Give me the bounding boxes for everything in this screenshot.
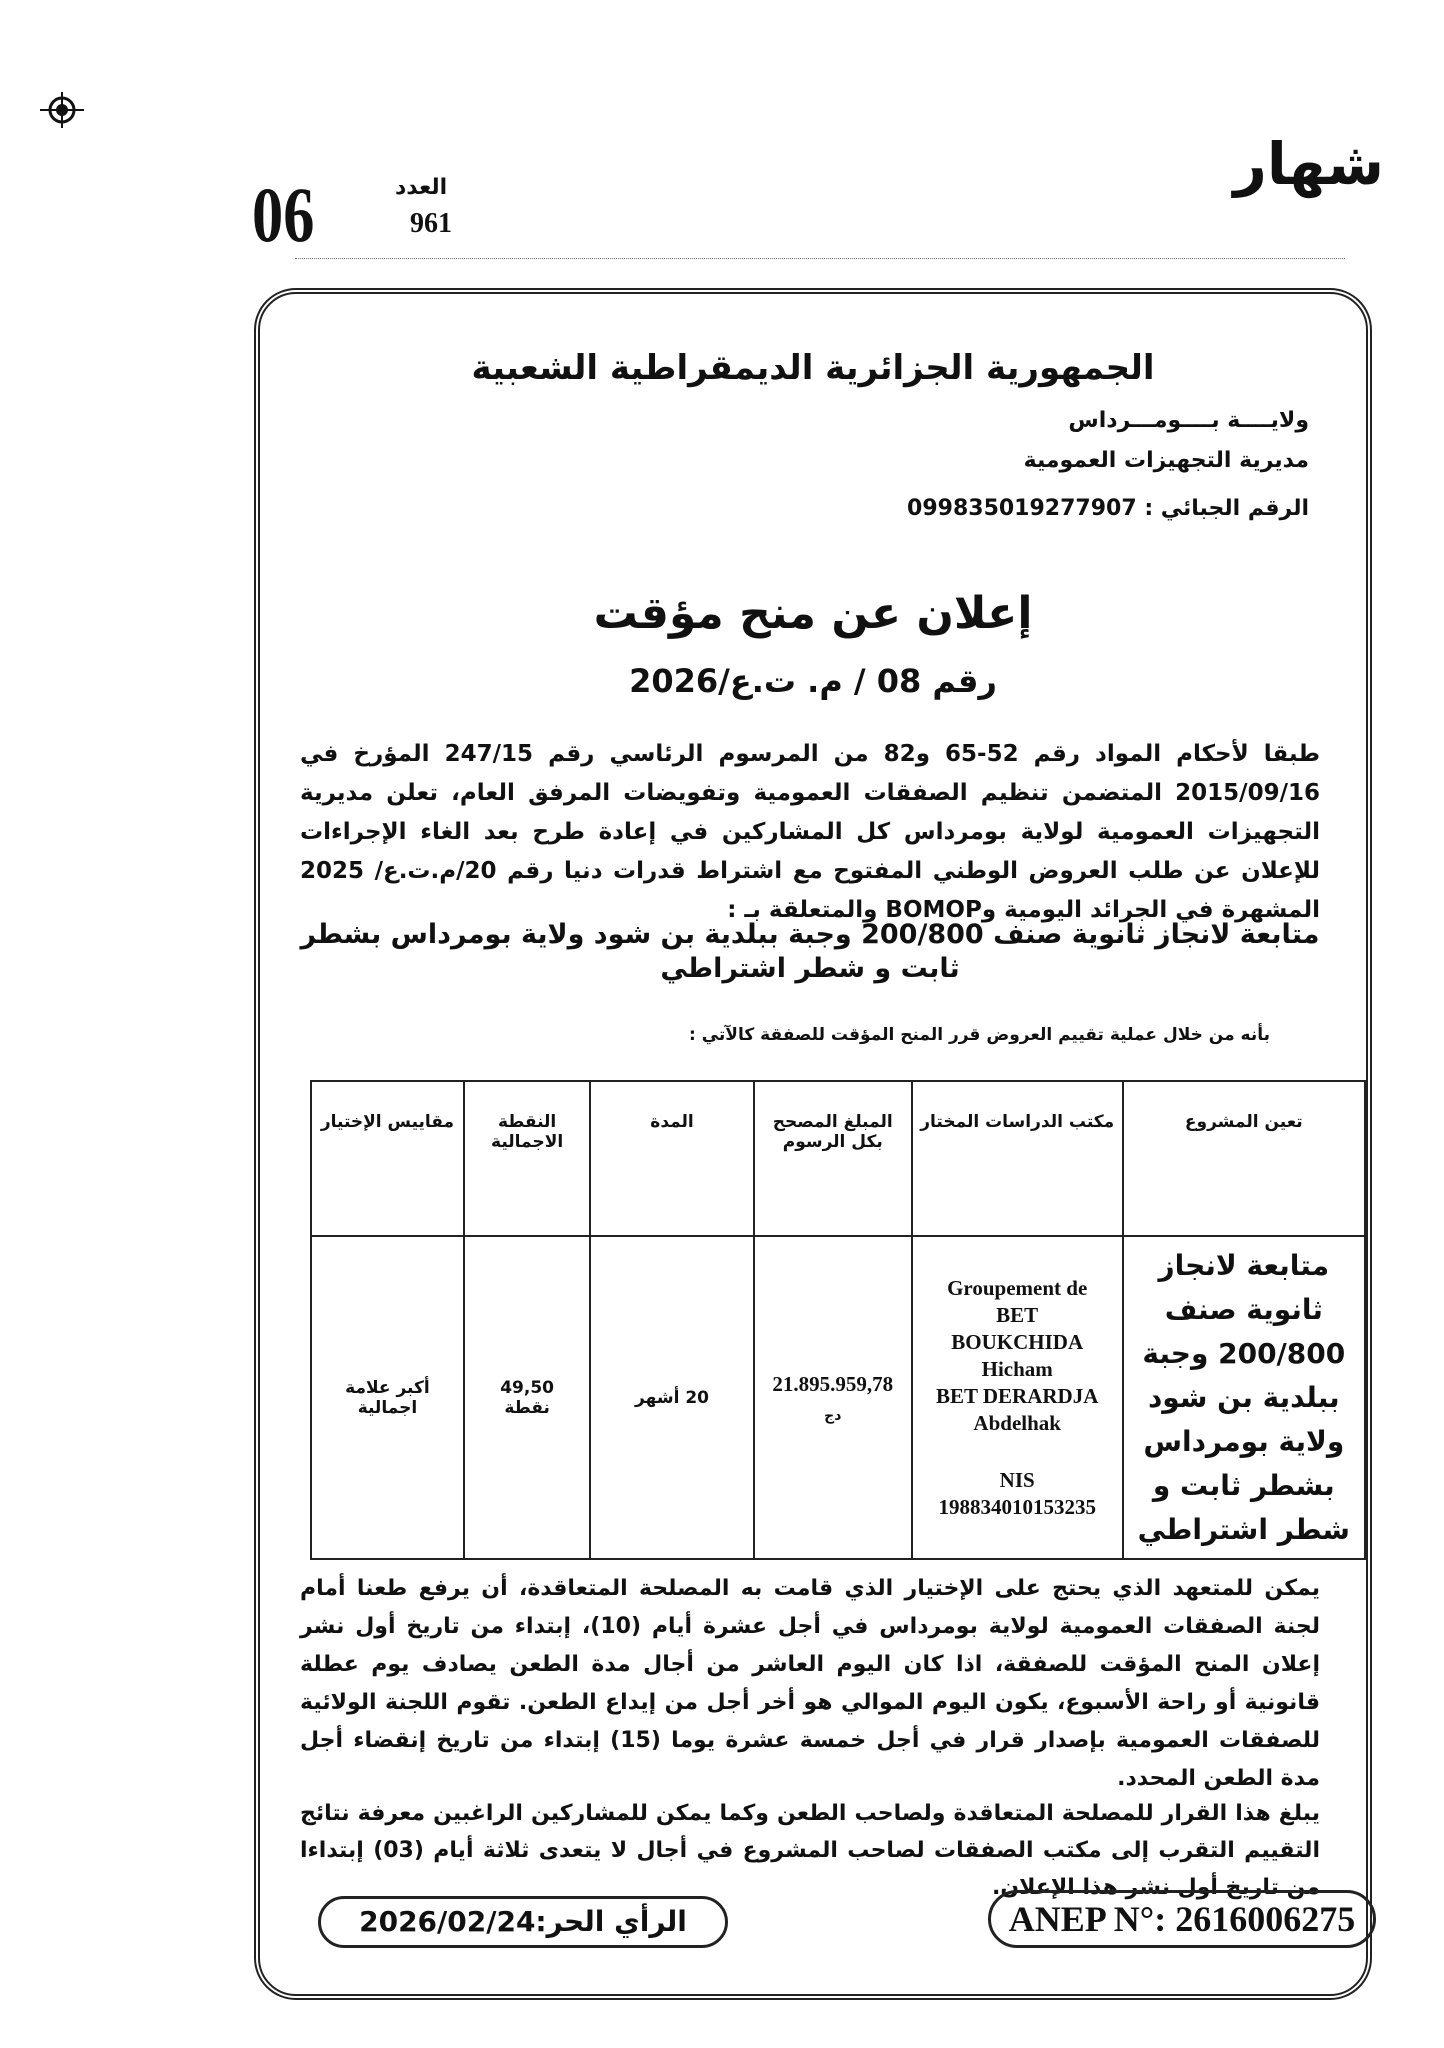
newspaper-date-box: الرأي الحر:2026/02/24 [318, 1896, 728, 1948]
tax-id-line: الرقم الجبائي : 099835019277907 [907, 496, 1309, 521]
issue-label: العدد [395, 175, 448, 200]
anep-number-box: ANEP N°: 2616006275 [988, 1890, 1376, 1948]
amount-value: 21.895.959,78 [772, 1372, 894, 1396]
cell-amount [754, 1236, 912, 1559]
bureau-line: Hicham [981, 1356, 1053, 1381]
registration-mark-icon [40, 88, 84, 132]
intro-paragraph: طبقا لأحكام المواد رقم 52-65 و82 من المرسوم الرئاسي رقم 247/15 المؤرخ في 2015/09/16 المتضمن تنظيم الصفقات العمومية وتفويضات المرفق العام، تعلن مديرية التجهيزات العمومية لولاية بومرداس كل المشاركين في إعادة طرح بعد الغاء الإجراءات للإعلان عن طلب العروض الوطني المفتوح مع اشتراط قدرات دنيا رقم 20/م.ت.ع/ 2025 المشهرة في الجرائد اليومية وBOMOP والمتعلقة بـ : [300, 741, 1320, 923]
issue-number: 961 [410, 208, 452, 239]
lead-line: بأنه من خلال عملية تقييم العروض قرر المنح المؤقت للصفقة كالآتي : [689, 1025, 1270, 1045]
col-header-project: تعين المشروع [1123, 1081, 1365, 1236]
bureau-line: Groupement de [947, 1275, 1088, 1300]
bureau-line: BET [996, 1302, 1039, 1327]
table-row [311, 1236, 1365, 1559]
cell-criteria: أكبر علامة اجمالية [311, 1236, 464, 1559]
wilaya-line: ولايــــة بــــومـــرداس [1068, 408, 1309, 433]
cell-bureau [912, 1236, 1123, 1559]
col-header-amount: المبلغ المصحح بكل الرسوم [754, 1081, 912, 1236]
col-header-duration: المدة [590, 1081, 753, 1236]
notice-title: إعلان عن منح مؤقت [593, 588, 1033, 639]
appeal-paragraph: يمكن للمتعهد الذي يحتج على الإختيار الذي قامت به المصلحة المتعاقدة، أن يرفع طعنا أمام لجنة الصفقات العمومية لولاية بومرداس في أجل عشرة أيام (10)، إبتداء من تاريخ أول نشر إعلان المنح المؤقت للصفقة، اذا كان اليوم العاشر من أجال مدة الطعن يصادف يوم عطلة قانونية أو راحة الأسبوع، يكون اليوم الموالي هو أخر أجل من إيداع الطعن. تقوم اللجنة الولائية للصفقات العمومية بإصدار قرار في أجل خمسة عشرة يوما (15) إبتداء من تاريخ إنقضاء أجل مدة الطعن المحدد. [300, 1576, 1320, 1791]
cell-score [464, 1236, 590, 1559]
col-header-criteria: مقاييس الإختيار [311, 1081, 464, 1236]
score-value: 49,50 [500, 1377, 554, 1398]
project-title: متابعة لانجاز ثانوية صنف 200/800 وجبة ببلدية بن شود ولاية بومرداس بشطر ثابت و شطر اشتراطي [300, 919, 1320, 984]
col-header-bureau: مكتب الدراسات المختار [912, 1081, 1123, 1236]
score-unit: نقطة [504, 1397, 550, 1418]
bureau-line: Abdelhak [973, 1410, 1061, 1435]
directorate-line: مديرية التجهيزات العمومية [1023, 448, 1309, 473]
bureau-line: BOUKCHIDA [951, 1329, 1084, 1354]
section-header-word: شهار [1233, 130, 1384, 198]
award-table [310, 1080, 1366, 1560]
notification-paragraph: يبلغ هذا القرار للمصلحة المتعاقدة ولصاحب الطعن وكما يمكن للمشاركين الراغبين معرفة نتائج التقييم التقرب إلى مكتب الصفقات لصاحب المشروع في أجال لا يتعدى ثلاثة أيام (03) إبتداءا من تاريخ أول نشر هذا الإعلان. [300, 1801, 1320, 1900]
currency: دج [824, 1408, 842, 1424]
header-divider [295, 258, 1345, 261]
nis-label: NIS [999, 1467, 1035, 1492]
cell-duration: 20 أشهر [590, 1236, 753, 1559]
nis-value: 198834010153235 [938, 1494, 1096, 1519]
notice-reference: رقم 08 / م. ت.ع/2026 [629, 662, 997, 700]
bureau-line: BET DERARDJA [935, 1383, 1099, 1408]
table-header-row [311, 1081, 1365, 1236]
col-header-score: النقطة الاجمالية [464, 1081, 590, 1236]
cell-project: متابعة لانجاز ثانوية صنف 200/800 وجبة ببلدية بن شود ولاية بومرداس بشطر ثابت و شطر اشتراطي [1123, 1236, 1365, 1559]
page-number: 06 [252, 171, 315, 258]
republic-heading: الجمهورية الجزائرية الديمقراطية الشعبية [471, 348, 1155, 388]
